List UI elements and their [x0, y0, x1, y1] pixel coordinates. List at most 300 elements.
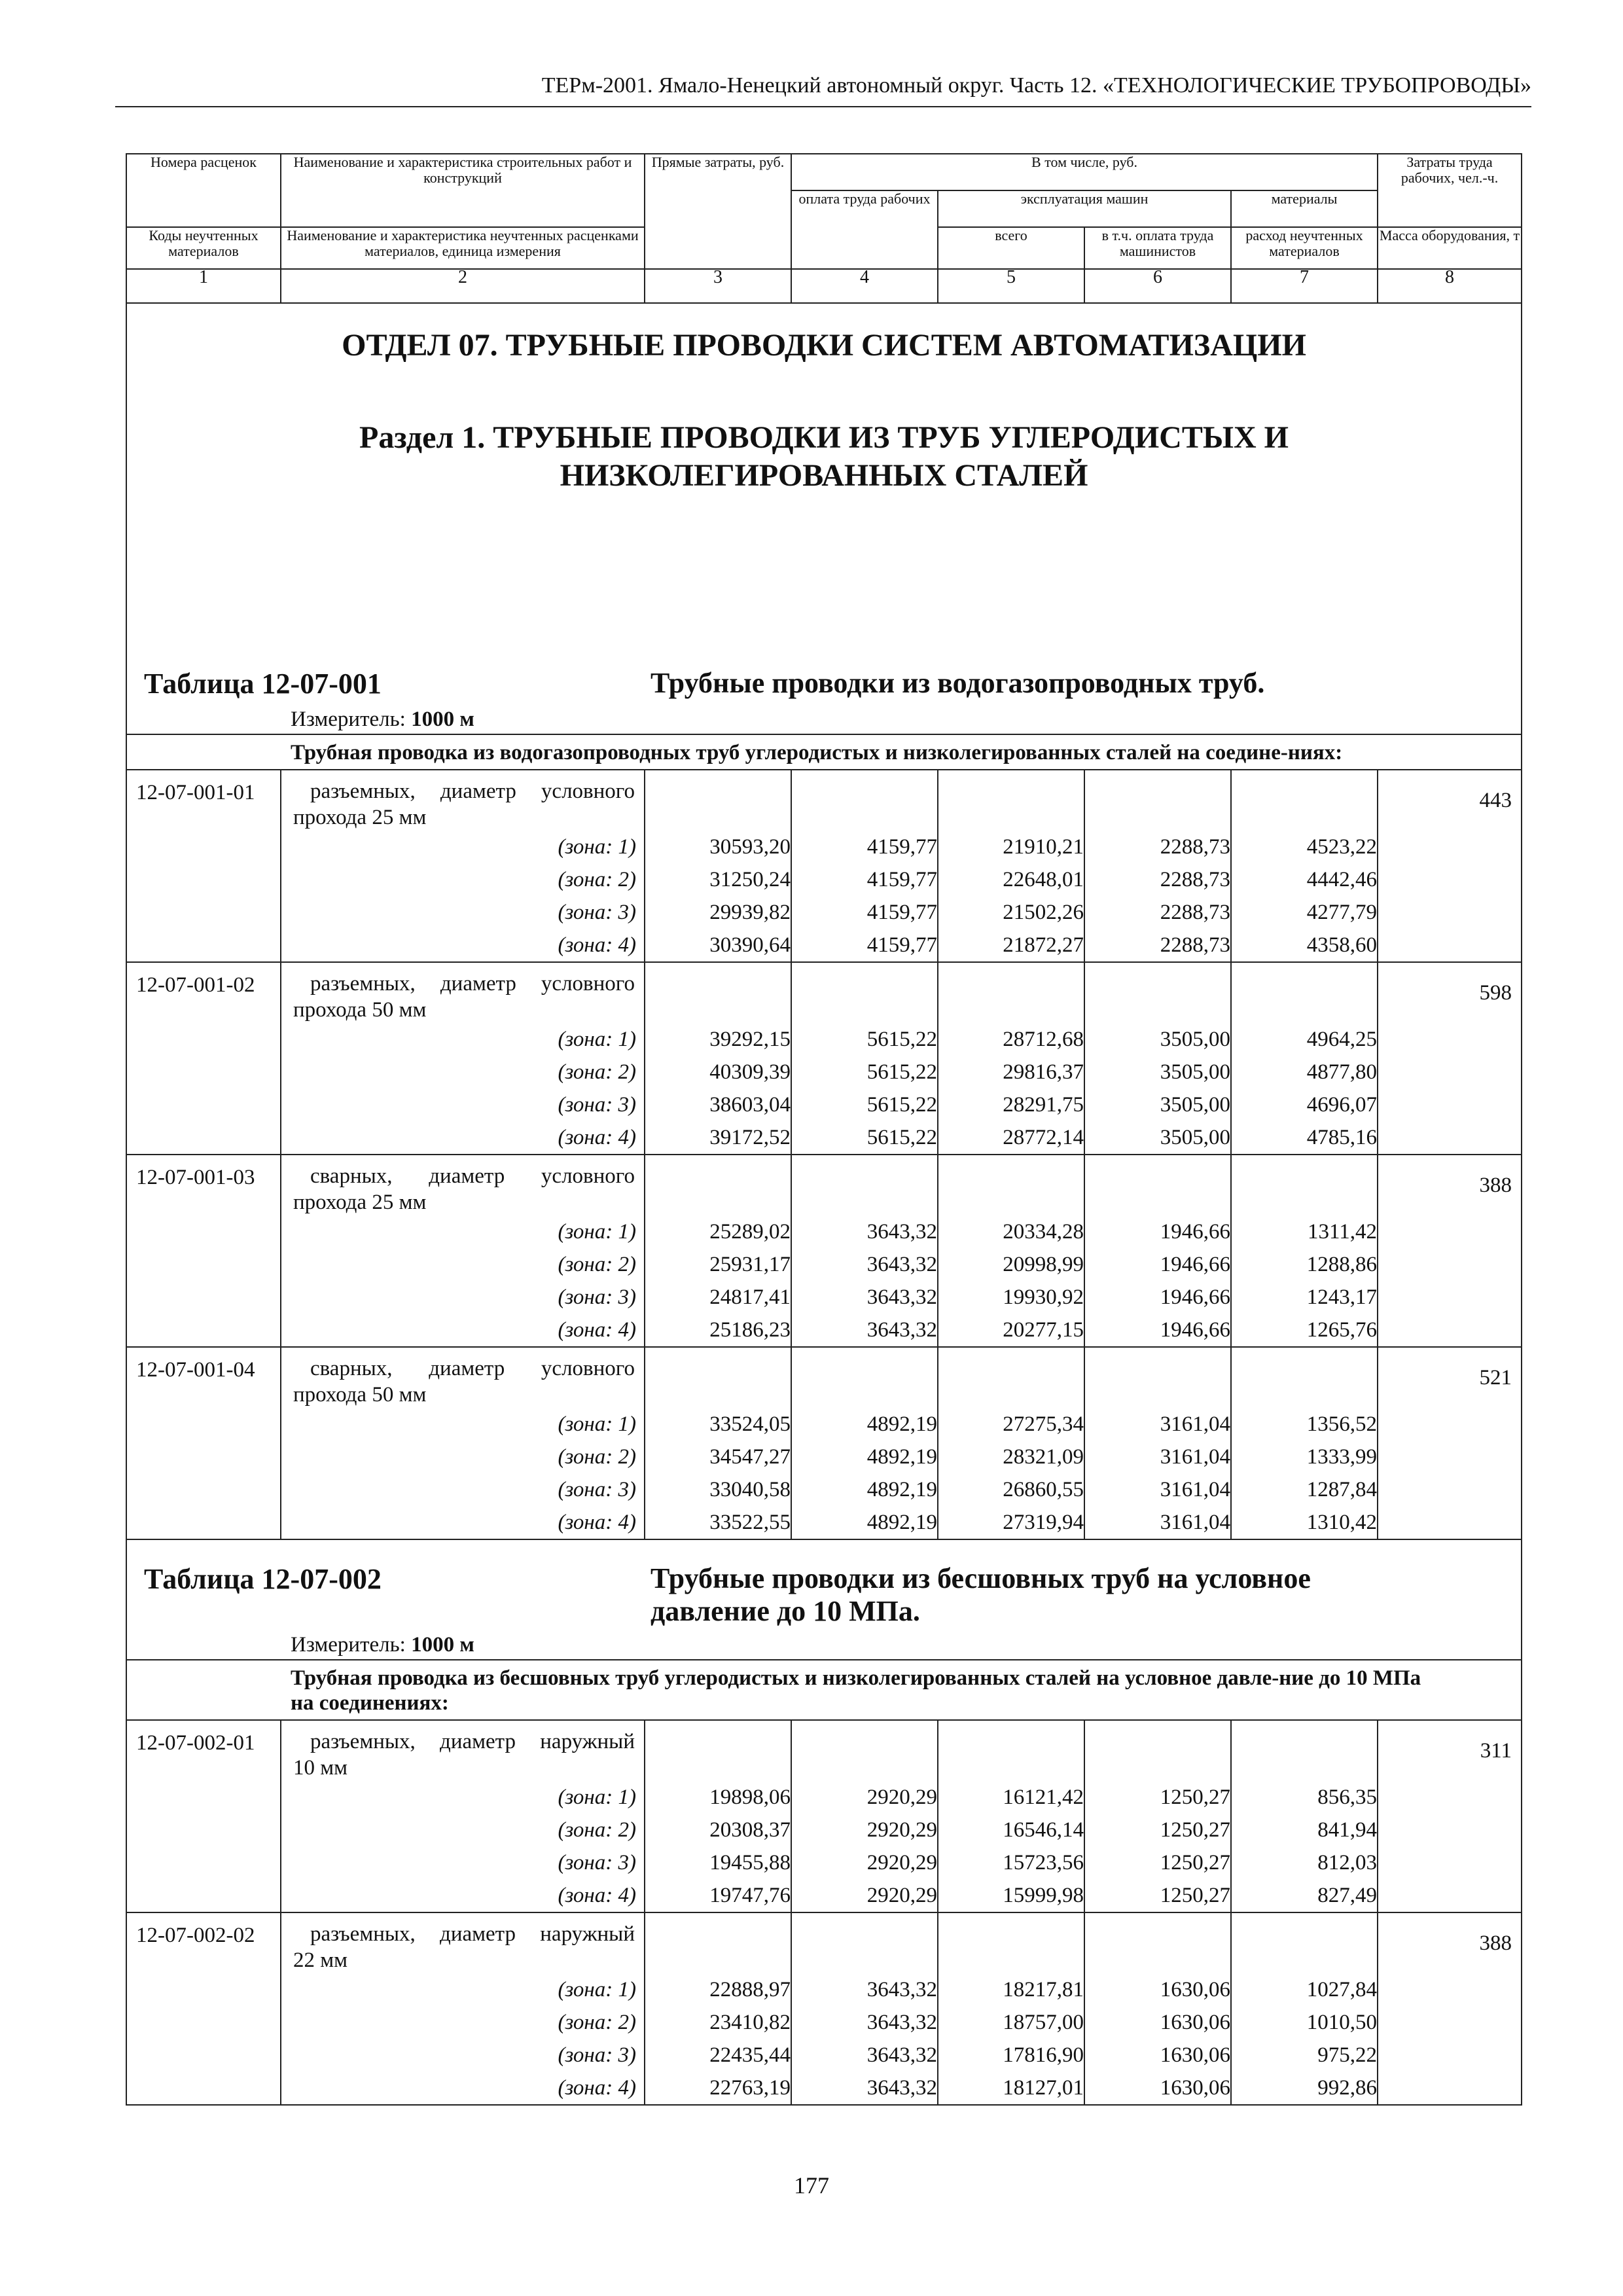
empty-cell	[1378, 2039, 1522, 2072]
direct-costs-value: 38603,04	[645, 1088, 791, 1121]
zone-label: (зона: 2)	[281, 2006, 645, 2039]
materials-value: 1265,76	[1231, 1314, 1378, 1347]
materials-value: 841,94	[1231, 1814, 1378, 1846]
rate-name-line-2: прохода 50 мм	[293, 998, 427, 1022]
direct-costs-value: 39172,52	[645, 1121, 791, 1155]
direct-costs-value: 31250,24	[645, 863, 791, 896]
operator-pay-value: 1630,06	[1084, 2006, 1231, 2039]
zone-label: (зона: 2)	[281, 1056, 645, 1088]
empty-cell	[126, 1056, 281, 1088]
direct-costs-value: 33522,55	[645, 1506, 791, 1539]
direct-costs-value: 19455,88	[645, 1846, 791, 1879]
zone-row	[126, 1056, 1522, 1088]
labor-hours: 521	[1378, 1347, 1522, 1408]
col-header-including: В том числе, руб.	[791, 154, 1378, 190]
worker-pay-value: 3643,32	[791, 2072, 938, 2105]
col-number: 3	[645, 269, 791, 303]
operator-pay-value: 1630,06	[1084, 2072, 1231, 2105]
rate-item-row	[126, 1155, 1522, 1215]
zone-label: (зона: 2)	[281, 1814, 645, 1846]
empty-cell	[1378, 1314, 1522, 1347]
section-heading-block	[126, 303, 1522, 647]
operator-pay-value: 1250,27	[1084, 1846, 1231, 1879]
worker-pay-value: 2920,29	[791, 1814, 938, 1846]
zone-row	[126, 1506, 1522, 1539]
materials-value: 4523,22	[1231, 831, 1378, 863]
empty-cell	[1378, 2072, 1522, 2105]
zone-label: (зона: 1)	[281, 831, 645, 863]
empty-cell	[1378, 1846, 1522, 1879]
materials-value: 4696,07	[1231, 1088, 1378, 1121]
worker-pay-value: 2920,29	[791, 1846, 938, 1879]
machines-total-value: 27275,34	[938, 1408, 1084, 1441]
machines-total-value: 16546,14	[938, 1814, 1084, 1846]
empty-cell	[126, 2006, 281, 2039]
col-number: 7	[1231, 269, 1378, 303]
empty-cell	[1231, 1155, 1378, 1215]
table-number: Таблица 12-07-002	[144, 1563, 382, 1595]
col-number: 5	[938, 269, 1084, 303]
empty-cell	[126, 1314, 281, 1347]
empty-cell	[1378, 831, 1522, 863]
empty-cell	[1084, 1155, 1231, 1215]
machines-total-value: 18127,01	[938, 2072, 1084, 2105]
materials-value: 4442,46	[1231, 863, 1378, 896]
worker-pay-value: 3643,32	[791, 1973, 938, 2006]
labor-hours: 598	[1378, 962, 1522, 1023]
rate-item-row	[126, 962, 1522, 1023]
empty-cell	[1231, 1347, 1378, 1408]
measure-label: Измеритель:	[291, 708, 406, 731]
col-number: 4	[791, 269, 938, 303]
machines-total-value: 19930,92	[938, 1281, 1084, 1314]
measure-unit: 1000 м	[411, 1633, 474, 1657]
worker-pay-value: 3643,32	[791, 1314, 938, 1347]
zone-label: (зона: 1)	[281, 1023, 645, 1056]
zone-label: (зона: 4)	[281, 1506, 645, 1539]
machines-total-value: 22648,01	[938, 863, 1084, 896]
zone-label: (зона: 3)	[281, 2039, 645, 2072]
operator-pay-value: 3505,00	[1084, 1121, 1231, 1155]
direct-costs-value: 19898,06	[645, 1781, 791, 1814]
empty-cell	[1084, 1720, 1231, 1781]
machines-total-value: 28712,68	[938, 1023, 1084, 1056]
empty-cell	[791, 1912, 938, 1973]
machines-total-value: 20998,99	[938, 1248, 1084, 1281]
zone-label: (зона: 2)	[281, 1248, 645, 1281]
worker-pay-value: 4159,77	[791, 896, 938, 929]
zone-row	[126, 1023, 1522, 1056]
empty-cell	[126, 831, 281, 863]
empty-cell	[938, 962, 1084, 1023]
empty-cell	[126, 1973, 281, 2006]
empty-cell	[1084, 1347, 1231, 1408]
zone-row	[126, 1973, 1522, 2006]
empty-cell	[1378, 1023, 1522, 1056]
operator-pay-value: 1630,06	[1084, 1973, 1231, 2006]
operator-pay-value: 3161,04	[1084, 1441, 1231, 1473]
group-subtitle: Трубная проводка из водогазопроводных труб углеродистых и низколегированных сталей на соедине-ниях:	[291, 741, 1343, 764]
rate-name-line-1: разъемных, диаметр условного	[310, 780, 635, 803]
zone-row	[126, 1314, 1522, 1347]
operator-pay-value: 1946,66	[1084, 1314, 1231, 1347]
worker-pay-value: 4892,19	[791, 1408, 938, 1441]
empty-cell	[1378, 863, 1522, 896]
empty-cell	[938, 1720, 1084, 1781]
section-title-line-1: Раздел 1. ТРУБНЫЕ ПРОВОДКИ ИЗ ТРУБ УГЛЕРОДИСТЫХ И	[359, 420, 1289, 455]
empty-cell	[645, 962, 791, 1023]
table-caption	[127, 1540, 1521, 1630]
direct-costs-value: 33524,05	[645, 1408, 791, 1441]
empty-cell	[1378, 2006, 1522, 2039]
direct-costs-value: 22888,97	[645, 1973, 791, 2006]
zone-row	[126, 1088, 1522, 1121]
worker-pay-value: 2920,29	[791, 1879, 938, 1912]
zone-row	[126, 863, 1522, 896]
measure-line	[127, 705, 1521, 734]
empty-cell	[645, 1155, 791, 1215]
worker-pay-value: 5615,22	[791, 1121, 938, 1155]
empty-cell	[126, 1473, 281, 1506]
section-title-line-2: НИЗКОЛЕГИРОВАННЫХ СТАЛЕЙ	[560, 458, 1088, 493]
zone-label: (зона: 3)	[281, 896, 645, 929]
zone-row	[126, 1846, 1522, 1879]
empty-cell	[126, 1814, 281, 1846]
empty-cell	[791, 770, 938, 831]
worker-pay-value: 5615,22	[791, 1088, 938, 1121]
col-number: 2	[281, 269, 645, 303]
zone-label: (зона: 4)	[281, 1879, 645, 1912]
materials-value: 4358,60	[1231, 929, 1378, 962]
worker-pay-value: 4892,19	[791, 1473, 938, 1506]
empty-cell	[1378, 1441, 1522, 1473]
empty-cell	[645, 770, 791, 831]
empty-cell	[938, 770, 1084, 831]
operator-pay-value: 1946,66	[1084, 1248, 1231, 1281]
zone-label: (зона: 4)	[281, 1121, 645, 1155]
worker-pay-value: 2920,29	[791, 1781, 938, 1814]
materials-value: 1288,86	[1231, 1248, 1378, 1281]
empty-cell	[126, 1781, 281, 1814]
col-header-materials: материалы	[1231, 190, 1378, 227]
rate-name	[281, 1347, 645, 1408]
zone-label: (зона: 1)	[281, 1781, 645, 1814]
measure-label: Измеритель:	[291, 1633, 406, 1657]
zone-row	[126, 1814, 1522, 1846]
empty-cell	[791, 1347, 938, 1408]
zone-row	[126, 1408, 1522, 1441]
operator-pay-value: 2288,73	[1084, 896, 1231, 929]
zone-row	[126, 2006, 1522, 2039]
machines-total-value: 29816,37	[938, 1056, 1084, 1088]
zone-row	[126, 2072, 1522, 2105]
zone-label: (зона: 1)	[281, 1408, 645, 1441]
col-header-operator-pay: в т.ч. оплата труда машинистов	[1084, 227, 1231, 269]
operator-pay-value: 3505,00	[1084, 1023, 1231, 1056]
empty-cell	[126, 1408, 281, 1441]
materials-value: 992,86	[1231, 2072, 1378, 2105]
zone-row	[126, 1215, 1522, 1248]
direct-costs-value: 40309,39	[645, 1056, 791, 1088]
group-subtitle-cell	[126, 734, 1522, 770]
direct-costs-value: 20308,37	[645, 1814, 791, 1846]
empty-cell	[1378, 1879, 1522, 1912]
empty-cell	[938, 1347, 1084, 1408]
empty-cell	[126, 1846, 281, 1879]
labor-hours: 388	[1378, 1155, 1522, 1215]
materials-value: 827,49	[1231, 1879, 1378, 1912]
machines-total-value: 21502,26	[938, 896, 1084, 929]
labor-hours: 388	[1378, 1912, 1522, 1973]
table-number: Таблица 12-07-001	[144, 668, 382, 700]
rate-name-line-2: прохода 25 мм	[293, 806, 427, 829]
department-title: ОТДЕЛ 07. ТРУБНЫЕ ПРОВОДКИ СИСТЕМ АВТОМАТИЗАЦИИ	[342, 328, 1306, 363]
operator-pay-value: 1946,66	[1084, 1281, 1231, 1314]
worker-pay-value: 5615,22	[791, 1023, 938, 1056]
empty-cell	[1378, 1814, 1522, 1846]
empty-cell	[1378, 1215, 1522, 1248]
col-header-machines-total: всего	[938, 227, 1084, 269]
table-caption	[127, 647, 1521, 705]
zone-label: (зона: 4)	[281, 929, 645, 962]
empty-cell	[1378, 1281, 1522, 1314]
machines-total-value: 28321,09	[938, 1441, 1084, 1473]
empty-cell	[1378, 1248, 1522, 1281]
empty-cell	[126, 1441, 281, 1473]
zone-row	[126, 1473, 1522, 1506]
table-heading-block	[126, 1539, 1522, 1660]
col-number: 6	[1084, 269, 1231, 303]
zone-label: (зона: 2)	[281, 1441, 645, 1473]
empty-cell	[126, 929, 281, 962]
direct-costs-value: 34547,27	[645, 1441, 791, 1473]
rate-name	[281, 1155, 645, 1215]
operator-pay-value: 1250,27	[1084, 1879, 1231, 1912]
operator-pay-value: 2288,73	[1084, 863, 1231, 896]
zone-row	[126, 831, 1522, 863]
labor-hours: 311	[1378, 1720, 1522, 1781]
rate-name-line-1: разъемных, диаметр наружный	[310, 1730, 635, 1753]
rate-code: 12-07-002-01	[126, 1720, 281, 1781]
labor-hours: 443	[1378, 770, 1522, 831]
measure-line	[127, 1630, 1521, 1659]
empty-cell	[1378, 1781, 1522, 1814]
materials-value: 1287,84	[1231, 1473, 1378, 1506]
machines-total-value: 15999,98	[938, 1879, 1084, 1912]
zone-label: (зона: 3)	[281, 1281, 645, 1314]
worker-pay-value: 3643,32	[791, 1215, 938, 1248]
operator-pay-value: 2288,73	[1084, 831, 1231, 863]
machines-total-value: 18757,00	[938, 2006, 1084, 2039]
direct-costs-value: 29939,82	[645, 896, 791, 929]
empty-cell	[1231, 962, 1378, 1023]
worker-pay-value: 4892,19	[791, 1506, 938, 1539]
operator-pay-value: 3505,00	[1084, 1056, 1231, 1088]
empty-cell	[126, 1121, 281, 1155]
zone-row	[126, 2039, 1522, 2072]
zone-row	[126, 1248, 1522, 1281]
rate-code: 12-07-001-03	[126, 1155, 281, 1215]
empty-cell	[791, 962, 938, 1023]
empty-cell	[1231, 1912, 1378, 1973]
materials-value: 856,35	[1231, 1781, 1378, 1814]
worker-pay-value: 3643,32	[791, 2006, 938, 2039]
zone-label: (зона: 4)	[281, 1314, 645, 1347]
operator-pay-value: 1946,66	[1084, 1215, 1231, 1248]
empty-cell	[1231, 770, 1378, 831]
empty-cell	[126, 863, 281, 896]
zone-label: (зона: 3)	[281, 1846, 645, 1879]
materials-value: 4877,80	[1231, 1056, 1378, 1088]
empty-cell	[126, 1248, 281, 1281]
page-number: 177	[794, 2172, 829, 2198]
materials-value: 975,22	[1231, 2039, 1378, 2072]
empty-cell	[126, 1281, 281, 1314]
empty-cell	[938, 1912, 1084, 1973]
machines-total-value: 17816,90	[938, 2039, 1084, 2072]
machines-total-value: 28291,75	[938, 1088, 1084, 1121]
col-header-material-codes: Коды неучтенных материалов	[126, 227, 281, 269]
empty-cell	[126, 1215, 281, 1248]
rate-name	[281, 962, 645, 1023]
col-header-direct-costs: Прямые затраты, руб.	[645, 154, 791, 269]
empty-cell	[126, 896, 281, 929]
direct-costs-value: 25186,23	[645, 1314, 791, 1347]
operator-pay-value: 2288,73	[1084, 929, 1231, 962]
zone-row	[126, 1441, 1522, 1473]
operator-pay-value: 3161,04	[1084, 1473, 1231, 1506]
zone-label: (зона: 1)	[281, 1215, 645, 1248]
materials-value: 1243,17	[1231, 1281, 1378, 1314]
worker-pay-value: 4159,77	[791, 831, 938, 863]
rate-code: 12-07-002-02	[126, 1912, 281, 1973]
operator-pay-value: 3505,00	[1084, 1088, 1231, 1121]
machines-total-value: 26860,55	[938, 1473, 1084, 1506]
rate-name-line-2: прохода 25 мм	[293, 1191, 427, 1214]
empty-cell	[126, 1506, 281, 1539]
operator-pay-value: 1250,27	[1084, 1814, 1231, 1846]
empty-cell	[126, 1088, 281, 1121]
group-subtitle-cell	[126, 1660, 1522, 1720]
rate-name-line-1: сварных, диаметр условного	[310, 1164, 635, 1188]
machines-total-value: 28772,14	[938, 1121, 1084, 1155]
empty-cell	[645, 1347, 791, 1408]
direct-costs-value: 30390,64	[645, 929, 791, 962]
direct-costs-value: 39292,15	[645, 1023, 791, 1056]
empty-cell	[645, 1912, 791, 1973]
machines-total-value: 20277,15	[938, 1314, 1084, 1347]
machines-total-value: 18217,81	[938, 1973, 1084, 2006]
empty-cell	[791, 1720, 938, 1781]
machines-total-value: 16121,42	[938, 1781, 1084, 1814]
empty-cell	[1378, 896, 1522, 929]
col-header-equipment-mass: Масса оборудования, т	[1378, 227, 1522, 269]
zone-row	[126, 896, 1522, 929]
materials-value: 1010,50	[1231, 2006, 1378, 2039]
table-title: Трубные проводки из бесшовных труб на условное давление до 10 МПа.	[651, 1562, 1311, 1627]
table-title: Трубные проводки из водогазопроводных труб.	[651, 667, 1265, 699]
col-header-work-name: Наименование и характеристика строительных работ и конструкций	[281, 154, 645, 227]
empty-cell	[1378, 1121, 1522, 1155]
operator-pay-value: 3161,04	[1084, 1408, 1231, 1441]
rate-name-line-2: 22 мм	[293, 1948, 348, 1972]
zone-label: (зона: 2)	[281, 863, 645, 896]
machines-total-value: 20334,28	[938, 1215, 1084, 1248]
rate-code: 12-07-001-04	[126, 1347, 281, 1408]
direct-costs-value: 23410,82	[645, 2006, 791, 2039]
empty-cell	[1084, 770, 1231, 831]
worker-pay-value: 3643,32	[791, 1248, 938, 1281]
direct-costs-value: 33040,58	[645, 1473, 791, 1506]
empty-cell	[938, 1155, 1084, 1215]
worker-pay-value: 4159,77	[791, 929, 938, 962]
materials-value: 4277,79	[1231, 896, 1378, 929]
group-subtitle: Трубная проводка из бесшовных труб углеродистых и низколегированных сталей на условное давле-ние до 10 МПа на соединениях:	[291, 1666, 1421, 1715]
empty-cell	[1378, 1973, 1522, 2006]
empty-cell	[1378, 1088, 1522, 1121]
measure-unit: 1000 м	[411, 708, 474, 731]
col-number: 8	[1378, 269, 1522, 303]
rate-item-row	[126, 1720, 1522, 1781]
worker-pay-value: 4159,77	[791, 863, 938, 896]
operator-pay-value: 1250,27	[1084, 1781, 1231, 1814]
empty-cell	[645, 1720, 791, 1781]
rate-item-row	[126, 1912, 1522, 1973]
rate-name-line-1: сварных, диаметр условного	[310, 1357, 635, 1380]
col-header-material-names: Наименование и характеристика неучтенных расценками материалов, единица измерения	[281, 227, 645, 269]
empty-cell	[1378, 1408, 1522, 1441]
table-heading-block	[126, 647, 1522, 734]
direct-costs-value: 22435,44	[645, 2039, 791, 2072]
direct-costs-value: 30593,20	[645, 831, 791, 863]
empty-cell	[126, 1023, 281, 1056]
direct-costs-value: 25931,17	[645, 1248, 791, 1281]
direct-costs-value: 25289,02	[645, 1215, 791, 1248]
worker-pay-value: 4892,19	[791, 1441, 938, 1473]
rate-code: 12-07-001-02	[126, 962, 281, 1023]
empty-cell	[1378, 929, 1522, 962]
col-header-unaccounted-materials: расход неучтенных материалов	[1231, 227, 1378, 269]
zone-row	[126, 929, 1522, 962]
col-header-worker-pay: оплата труда рабочих	[791, 190, 938, 269]
operator-pay-value: 3161,04	[1084, 1506, 1231, 1539]
zone-row	[126, 1781, 1522, 1814]
zone-label: (зона: 4)	[281, 2072, 645, 2105]
direct-costs-value: 19747,76	[645, 1879, 791, 1912]
empty-cell	[1378, 1473, 1522, 1506]
empty-cell	[126, 1879, 281, 1912]
empty-cell	[1378, 1056, 1522, 1088]
col-number: 1	[126, 269, 281, 303]
empty-cell	[1084, 1912, 1231, 1973]
zone-row	[126, 1879, 1522, 1912]
machines-total-value: 21910,21	[938, 831, 1084, 863]
materials-value: 1333,99	[1231, 1441, 1378, 1473]
zone-label: (зона: 3)	[281, 1473, 645, 1506]
materials-value: 1356,52	[1231, 1408, 1378, 1441]
operator-pay-value: 1630,06	[1084, 2039, 1231, 2072]
worker-pay-value: 5615,22	[791, 1056, 938, 1088]
materials-value: 4964,25	[1231, 1023, 1378, 1056]
col-header-rate-numbers: Номера расценок	[126, 154, 281, 227]
rate-name-line-2: 10 мм	[293, 1756, 348, 1780]
empty-cell	[1378, 1506, 1522, 1539]
running-header: ТЕРм-2001. Ямало-Ненецкий автономный округ. Часть 12. «ТЕХНОЛОГИЧЕСКИЕ ТРУБОПРОВОДЫ»	[541, 73, 1531, 98]
zone-row	[126, 1281, 1522, 1314]
materials-value: 812,03	[1231, 1846, 1378, 1879]
zone-label: (зона: 3)	[281, 1088, 645, 1121]
zone-label: (зона: 1)	[281, 1973, 645, 2006]
